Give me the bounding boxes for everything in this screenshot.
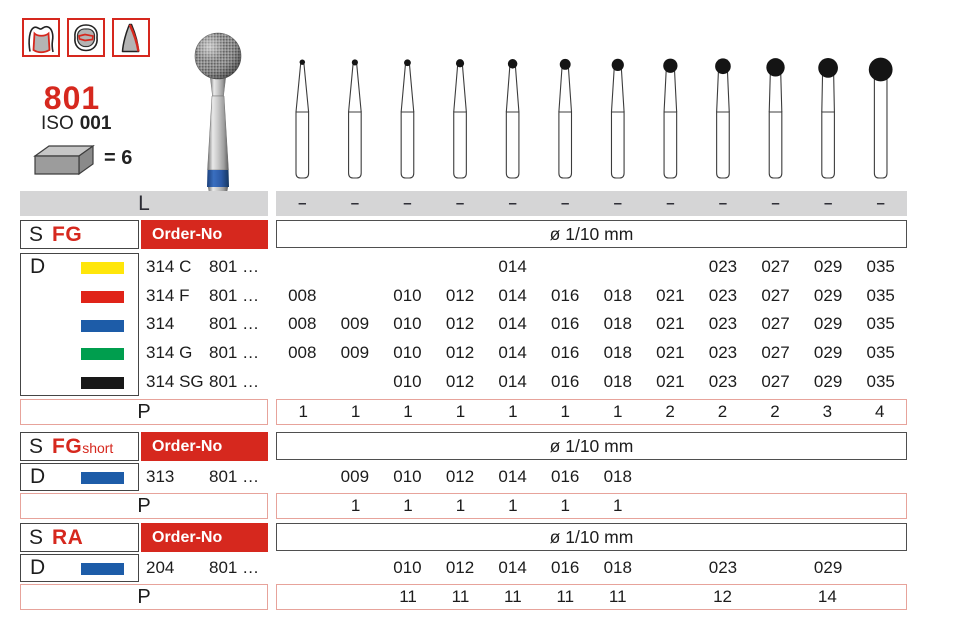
diameter-value [434, 253, 487, 282]
bur-head [352, 59, 358, 65]
shank-type: FG [52, 222, 83, 246]
shank-type: RA [52, 525, 84, 549]
pack-size-value: 1 [455, 402, 466, 421]
bur-figure [506, 59, 519, 178]
pack-size-value: 1 [560, 402, 571, 421]
pack-size-value: 14 [817, 587, 837, 606]
diameter-value: 014 [498, 314, 527, 334]
pack-size-value: 1 [508, 496, 518, 515]
diameter-value: 014 [498, 257, 527, 277]
shank-letter: S [29, 434, 44, 458]
pack-size-value [749, 494, 801, 518]
pack-size-value: 1 [508, 402, 518, 421]
diameter-value: 010 [393, 558, 422, 577]
bur-head [560, 59, 571, 70]
diameter-value: 035 [866, 314, 895, 334]
diameter-value: 012 [445, 343, 475, 363]
diameter-values [276, 282, 907, 311]
product-row [0, 367, 976, 396]
diameter-value [329, 282, 382, 311]
diameter-values [276, 554, 907, 582]
diameter-value: 012 [445, 467, 475, 486]
molar-occlusal-icon [67, 18, 105, 57]
crown-prep-glyph [24, 20, 58, 55]
diameter-value [854, 554, 907, 582]
pack-size-value [329, 585, 381, 609]
diameter-value: 035 [866, 343, 895, 363]
bur-figure [454, 59, 467, 178]
pack-size-value [277, 494, 329, 518]
shank-code: 204 [146, 558, 175, 577]
order-no-header: Order-No [141, 220, 268, 249]
length-dash: – [350, 195, 360, 212]
bur-figure [663, 59, 677, 178]
length-dash: – [508, 195, 517, 212]
order-no-header: Order-No [141, 523, 268, 552]
diameter-value: 029 [813, 371, 843, 391]
diameter-value: 009 [340, 343, 370, 363]
diameter-value: 016 [551, 314, 580, 334]
length-dash: – [403, 195, 412, 212]
diameter-value: 018 [603, 467, 632, 486]
shank-code: 314 C [146, 257, 192, 277]
diameter-value [644, 554, 697, 582]
diameter-value: 008 [288, 343, 317, 363]
bur-photo [181, 30, 255, 192]
length-dash: – [666, 195, 675, 212]
bur-figure [611, 59, 624, 178]
pack-row-label: P [20, 493, 268, 519]
diameter-value: 021 [656, 314, 685, 334]
diameter-value [276, 554, 329, 582]
pack-row-label: P [20, 399, 268, 425]
pack-quantity-label: = 6 [104, 147, 133, 169]
shank-code: 314 F [146, 285, 190, 305]
diameter-value: 010 [393, 371, 422, 391]
diameter-value: 029 [813, 558, 843, 577]
pack-size-value [277, 585, 329, 609]
diameter-value: 012 [445, 371, 475, 391]
iso-label: ISO [41, 113, 74, 134]
product-row [0, 463, 976, 491]
pack-size-value [644, 494, 696, 518]
diameter-value: 009 [340, 314, 370, 334]
diameter-value: 035 [866, 285, 895, 305]
length-row-label: L [20, 191, 268, 216]
bur-head [818, 58, 838, 78]
diameter-value: 010 [393, 467, 422, 486]
diameter-value [802, 463, 855, 491]
bur-figure [869, 58, 893, 178]
diameter-value: 018 [603, 343, 632, 363]
length-dash: – [613, 195, 622, 212]
pack-size-value: 2 [770, 402, 780, 421]
diameter-value: 012 [445, 285, 475, 305]
pack-size-value: 4 [875, 402, 885, 421]
bur-head [715, 58, 731, 74]
diameter-value: 023 [708, 558, 738, 577]
diameter-value: 027 [761, 343, 790, 363]
diameter-values [276, 339, 907, 368]
pack-size-value: 1 [298, 402, 308, 421]
shank-code: 314 G [146, 343, 193, 363]
molar-occlusal-glyph [69, 20, 103, 55]
diameter-value: 012 [445, 314, 475, 334]
diameter-value: 014 [498, 285, 527, 305]
diameter-value: 014 [498, 558, 527, 577]
diameter-value [276, 463, 329, 491]
diameter-value [697, 463, 750, 491]
diameter-value [749, 554, 802, 582]
diameter-header: ø 1/10 mm [276, 523, 907, 551]
pack-size-value: 1 [560, 496, 571, 515]
diameter-value [329, 253, 382, 282]
shank-letter: S [29, 222, 44, 246]
length-dash: – [455, 195, 465, 212]
length-dash: – [561, 195, 570, 212]
diameter-value: 008 [288, 285, 317, 305]
diameter-value: 023 [708, 285, 738, 305]
diameter-value: 014 [498, 467, 527, 486]
bur-color-band [207, 170, 229, 187]
diameter-values [276, 463, 907, 491]
bur-figure [818, 58, 838, 178]
diameter-value: 010 [393, 285, 422, 305]
diameter-value [276, 253, 329, 282]
figure-number: 801 [43, 80, 101, 116]
order-number: 801 … [209, 371, 260, 391]
anterior-tooth-icon [112, 18, 150, 57]
shank-type: FG [52, 434, 83, 458]
grit-column-label: D [30, 255, 46, 278]
diameter-value: 018 [603, 558, 632, 577]
length-dash: – [771, 195, 780, 212]
shank-type-box [20, 523, 139, 552]
shank-type-box [20, 220, 139, 249]
shank-code: 314 SG [146, 371, 204, 391]
order-no-header: Order-No [141, 432, 268, 461]
diameter-value [644, 253, 697, 282]
diameter-value: 018 [603, 285, 632, 305]
diameter-value: 021 [656, 343, 685, 363]
pack-size-value [696, 494, 748, 518]
diameter-value: 035 [866, 371, 895, 391]
pack-size-value: 1 [403, 402, 413, 421]
order-number: 801 … [209, 257, 260, 277]
diameter-value: 023 [708, 257, 738, 277]
bur-head [404, 59, 411, 66]
diameter-value: 010 [393, 343, 422, 363]
pack-size-value: 1 [350, 496, 361, 515]
diameter-value: 008 [288, 314, 317, 334]
diameter-value: 016 [551, 285, 580, 305]
pack-box-icon [33, 143, 99, 177]
pack-size-value: 2 [665, 402, 675, 421]
pack-size-value: 11 [556, 587, 575, 606]
shank-letter: S [29, 525, 44, 549]
diameter-value [329, 367, 382, 396]
diameter-value: 023 [708, 371, 738, 391]
pack-size-value [749, 585, 801, 609]
diameter-values [276, 253, 907, 282]
product-row [0, 339, 976, 368]
pack-size-value: 11 [451, 587, 470, 606]
bur-figure [559, 59, 572, 178]
diameter-value: 023 [708, 314, 738, 334]
diameter-value: 016 [551, 558, 580, 577]
diameter-value: 009 [340, 467, 370, 486]
diameter-value: 029 [813, 314, 843, 334]
diameter-value [591, 253, 644, 282]
bur-head [508, 59, 518, 69]
bur-figure [349, 59, 362, 178]
bur-head [663, 59, 677, 73]
bur-head [869, 58, 893, 82]
bur-figure [766, 58, 784, 178]
pack-size-value: 1 [350, 402, 361, 421]
diameter-value: 016 [551, 343, 580, 363]
diameter-value: 023 [708, 343, 738, 363]
pack-row-label: P [20, 584, 268, 610]
diameter-value: 029 [813, 343, 843, 363]
diameter-value: 014 [498, 343, 527, 363]
pack-size-value [854, 585, 906, 609]
product-row [0, 554, 976, 582]
diameter-value: 027 [761, 371, 790, 391]
bur-figure [296, 59, 309, 178]
diameter-header: ø 1/10 mm [276, 432, 907, 460]
diameter-value [329, 554, 382, 582]
pack-row-values [276, 584, 907, 610]
diameter-value: 012 [445, 558, 475, 577]
diameter-value: 027 [761, 257, 790, 277]
diameter-value: 035 [866, 257, 895, 277]
diameter-value [276, 367, 329, 396]
diameter-value: 021 [656, 285, 685, 305]
bur-size-figures [276, 40, 907, 188]
diameter-value [539, 253, 592, 282]
iso-number [41, 113, 111, 135]
diameter-value: 027 [761, 314, 790, 334]
pack-size-value: 1 [403, 496, 413, 515]
grit-column-label: D [30, 465, 46, 488]
product-row [0, 310, 976, 339]
pack-size-value: 1 [612, 496, 623, 515]
order-number: 801 … [209, 467, 260, 486]
crown-prep-icon [22, 18, 60, 57]
diameter-value [644, 463, 697, 491]
order-number: 801 … [209, 314, 260, 334]
pack-size-value: 1 [455, 496, 466, 515]
bur-head [300, 59, 305, 64]
pack-size-value: 11 [399, 587, 417, 606]
iso-value: 001 [79, 113, 112, 134]
pack-size-value [644, 585, 696, 609]
length-dash: – [823, 195, 833, 212]
shank-code: 314 [146, 314, 175, 334]
diameter-value: 014 [498, 371, 527, 391]
diameter-value: 016 [551, 371, 580, 391]
shank-code: 313 [146, 467, 175, 486]
pack-size-value [801, 494, 853, 518]
pack-size-value: 3 [822, 402, 833, 421]
diameter-value: 016 [551, 467, 580, 486]
shank-type-suffix: short [82, 440, 114, 456]
bur-head [612, 59, 624, 71]
pack-size-value: 1 [612, 402, 623, 421]
anterior-tooth-glyph [114, 20, 148, 55]
diameter-value [381, 253, 434, 282]
diameter-value: 021 [656, 371, 685, 391]
diameter-value: 010 [393, 314, 422, 334]
diameter-value: 018 [603, 371, 632, 391]
diameter-header: ø 1/10 mm [276, 220, 907, 248]
diameter-values [276, 367, 907, 396]
pack-size-value: 11 [504, 587, 522, 606]
diameter-value: 027 [761, 285, 790, 305]
bur-figure [401, 59, 414, 178]
pack-size-value [854, 494, 906, 518]
diameter-value: 029 [813, 257, 843, 277]
diameter-values [276, 310, 907, 339]
product-row [0, 282, 976, 311]
bur-head [456, 59, 464, 67]
bur-head [766, 58, 784, 76]
order-number: 801 … [209, 343, 260, 363]
length-dash: – [876, 195, 885, 212]
pack-size-value: 11 [608, 587, 627, 606]
pack-row-values [276, 399, 907, 425]
product-row [0, 253, 976, 282]
length-dash: – [298, 195, 307, 212]
diameter-value: 018 [603, 314, 632, 334]
pack-size-value: 12 [713, 587, 732, 606]
shank-type-box [20, 432, 139, 461]
pack-row-values [276, 493, 907, 519]
bur-figure [715, 58, 731, 178]
grit-column-label: D [30, 556, 46, 579]
length-row-values [276, 191, 907, 216]
diameter-value [749, 463, 802, 491]
length-dash: – [718, 195, 728, 212]
pack-size-value: 2 [717, 402, 728, 421]
diameter-value: 029 [813, 285, 843, 305]
diameter-value [854, 463, 907, 491]
order-number: 801 … [209, 285, 260, 305]
order-number: 801 … [209, 558, 260, 577]
